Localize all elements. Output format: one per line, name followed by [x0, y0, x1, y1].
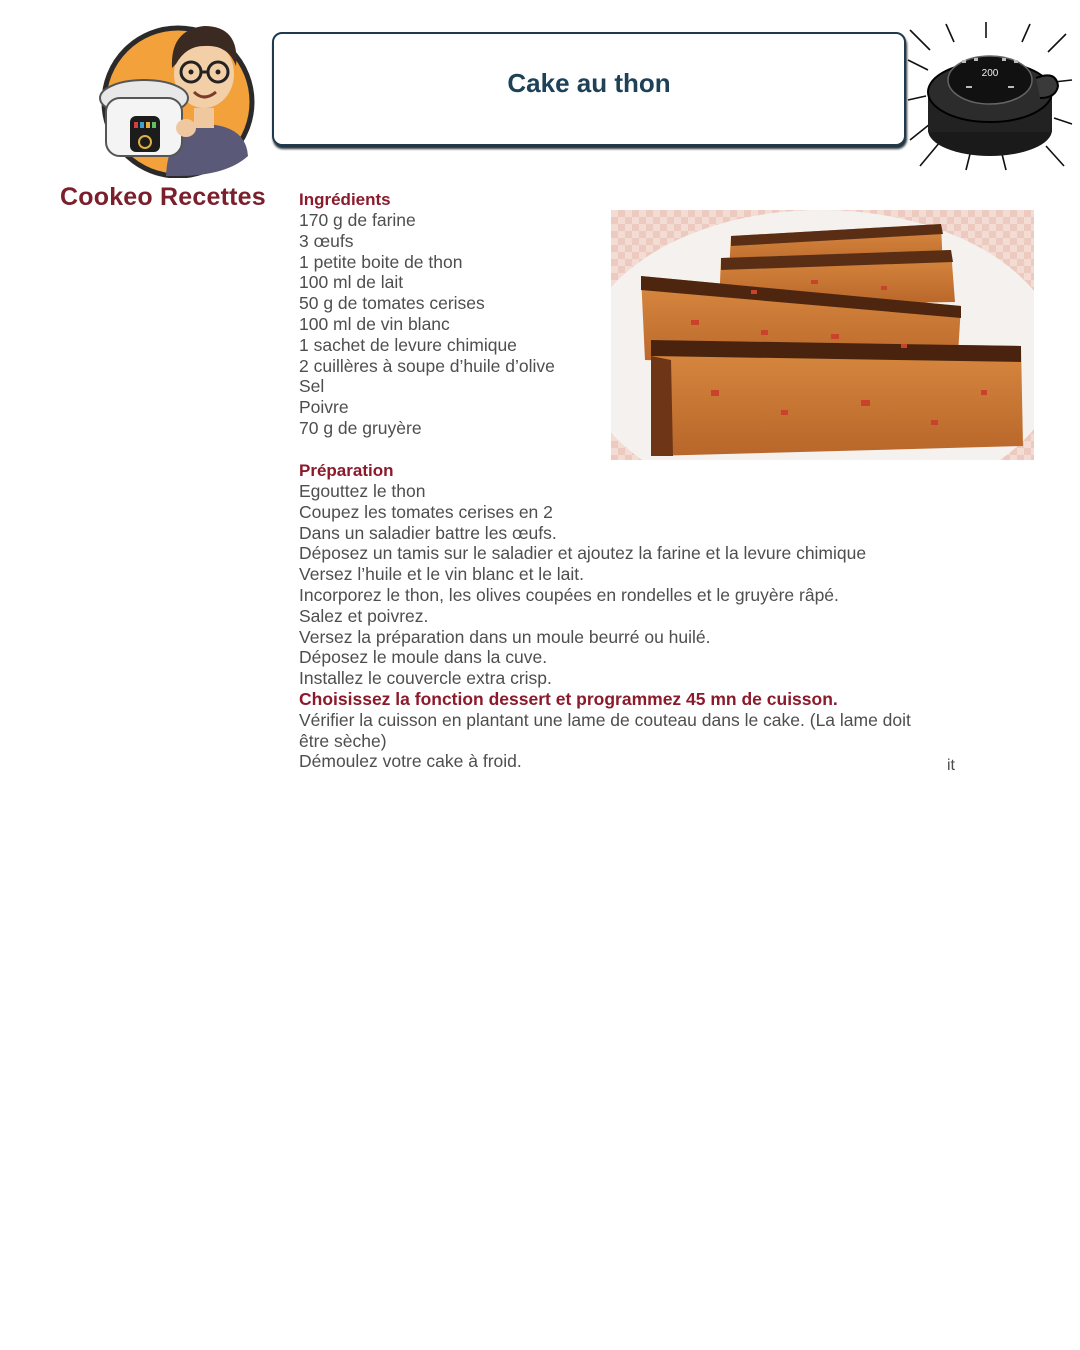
preparation-step: Coupez les tomates cerises en 2 — [299, 501, 553, 522]
brand-name: Cookeo Recettes — [60, 183, 266, 211]
preparation-step: Installez le couvercle extra crisp. — [299, 668, 552, 689]
page-title: Cake au thon — [507, 68, 671, 98]
stray-text: it — [947, 757, 955, 774]
title-box — [272, 32, 906, 146]
ingredient-item: 2 cuillères à soupe d’huile d’olive — [299, 355, 555, 376]
cooker-display: 200 — [981, 68, 999, 79]
ingredient-item: 100 ml de vin blanc — [299, 313, 450, 334]
preparation-step: Déposez un tamis sur le saladier et ajoutez la farine et la levure chimique — [299, 543, 867, 564]
ingredient-item: 100 ml de lait — [299, 272, 404, 293]
preparation-step: Démoulez votre cake à froid. — [299, 751, 522, 772]
ingredient-item: 50 g de tomates cerises — [299, 293, 485, 314]
multicooker-sketch-icon — [906, 20, 1074, 172]
preparation-step: Vérifier la cuisson en plantant une lame de couteau dans le cake. (La lame doit être sèche) — [299, 709, 911, 751]
ingredient-item: 1 petite boite de thon — [299, 251, 463, 272]
ingredient-item: Poivre — [299, 397, 349, 418]
ingredients-heading: Ingrédients — [299, 190, 391, 209]
preparation-step: Egouttez le thon — [299, 481, 426, 501]
preparation-step: Déposez le moule dans la cuve. — [299, 647, 548, 668]
ingredient-item: 70 g de gruyère — [299, 417, 422, 438]
preparation-step: Dans un saladier battre les œufs. — [299, 522, 557, 543]
ingredient-item: 170 g de farine — [299, 210, 416, 230]
preparation-steps — [299, 481, 924, 772]
preparation-step: Incorporez le thon, les olives coupées en rondelles et le gruyère râpé. — [299, 584, 839, 605]
ingredient-item: Sel — [299, 376, 325, 397]
preparation-step: Versez l’huile et le vin blanc et le lait. — [299, 564, 585, 585]
preparation-step: Salez et poivrez. — [299, 605, 429, 626]
ingredient-item: 1 sachet de levure chimique — [299, 334, 517, 355]
preparation-heading: Préparation — [299, 461, 394, 480]
ingredient-item: 3 œufs — [299, 230, 354, 251]
preparation-step: Versez la préparation dans un moule beurré ou huilé. — [299, 626, 711, 647]
ingredients-list — [299, 210, 599, 439]
ingredients-section — [299, 189, 599, 439]
preparation-section — [299, 460, 924, 772]
tuna-cake-slices-photo — [611, 210, 1034, 460]
preparation-step-highlight: Choisissez la fonction dessert et programmez 45 mn de cuisson. — [299, 688, 838, 709]
cookeo-chef-avatar-icon — [96, 16, 256, 178]
